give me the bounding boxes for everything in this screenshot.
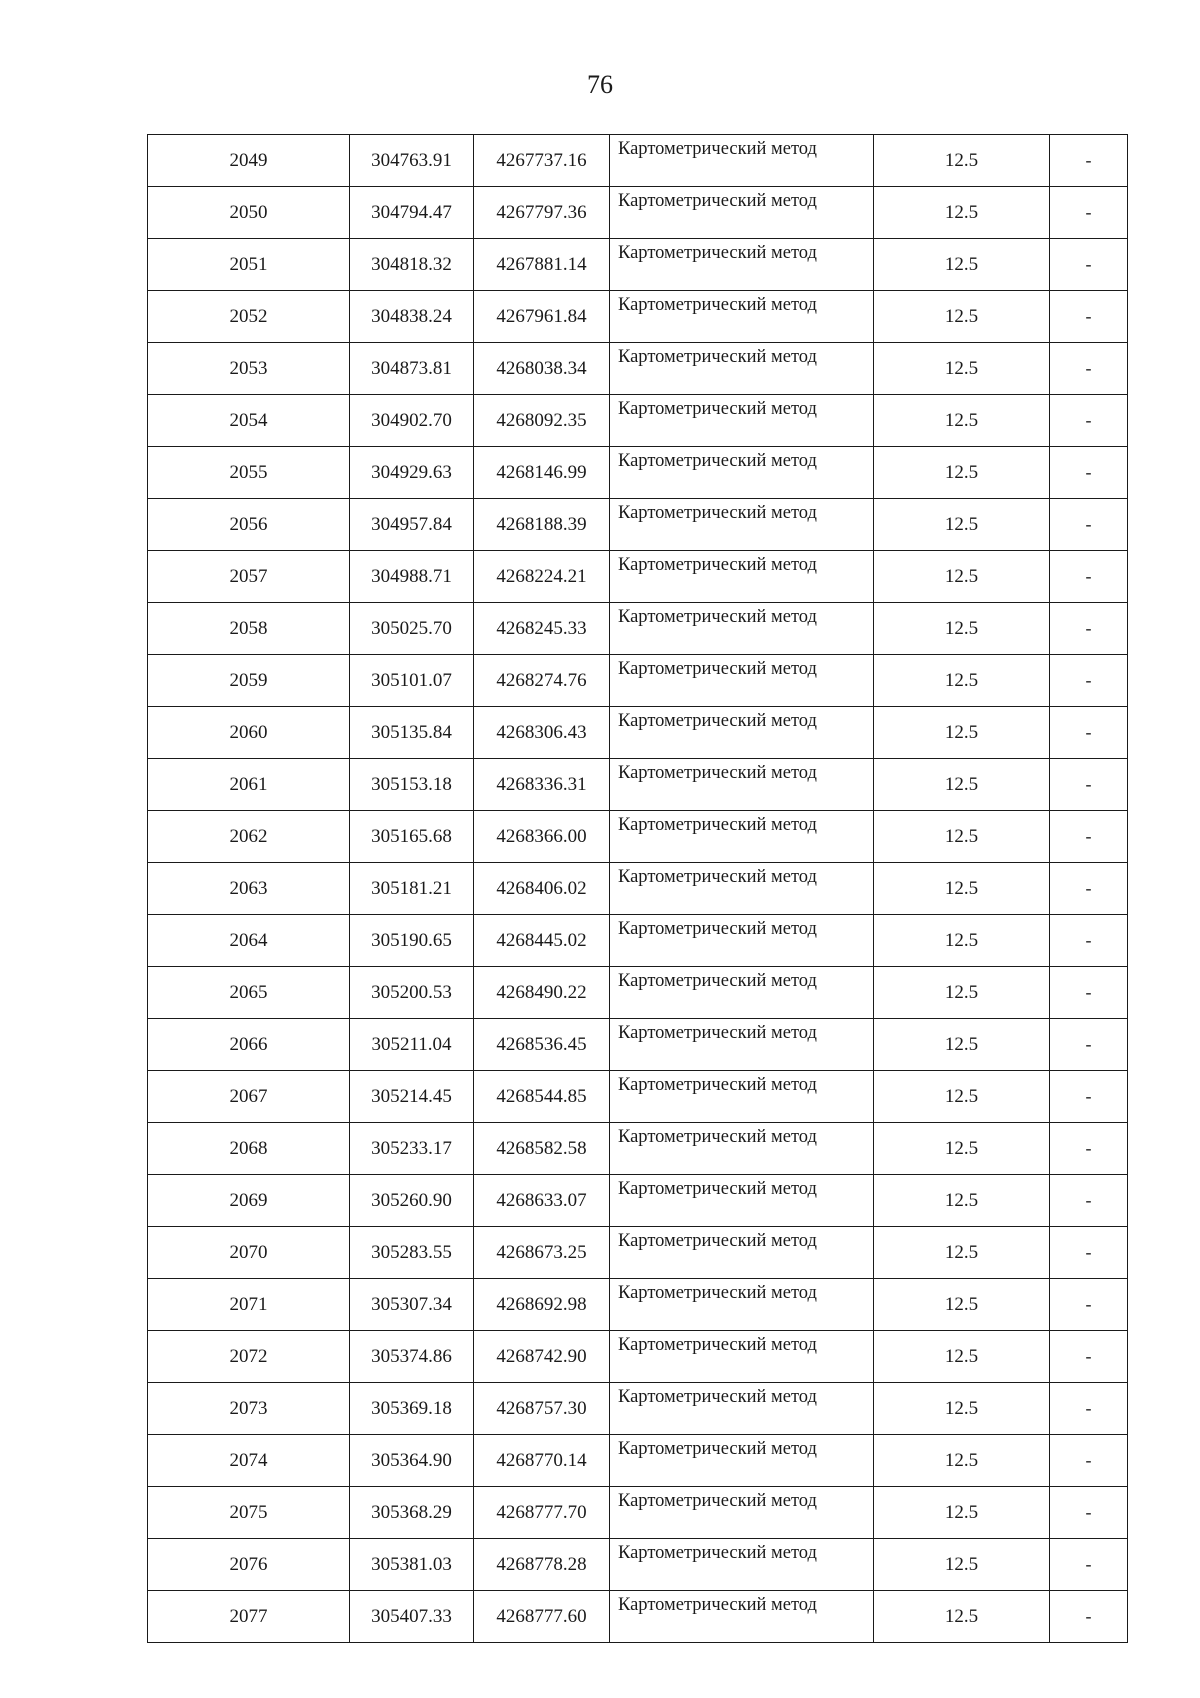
table-row [148, 1019, 1128, 1071]
x-coordinate-cell: 305214.45 [350, 1071, 474, 1123]
table-row [148, 1539, 1128, 1591]
x-coordinate-cell: 305101.07 [350, 655, 474, 707]
method-cell: Картометрический метод [610, 707, 874, 759]
point-number-cell: 2049 [148, 135, 350, 187]
y-coordinate-cell: 4268245.33 [474, 603, 610, 655]
table-row [148, 967, 1128, 1019]
point-number-cell: 2050 [148, 187, 350, 239]
y-coordinate-cell: 4268777.70 [474, 1487, 610, 1539]
method-cell: Картометрический метод [610, 1539, 874, 1591]
table-row [148, 863, 1128, 915]
table-row [148, 1383, 1128, 1435]
table-row [148, 1591, 1128, 1643]
x-coordinate-cell: 305190.65 [350, 915, 474, 967]
x-coordinate-cell: 305135.84 [350, 707, 474, 759]
point-number-cell: 2068 [148, 1123, 350, 1175]
note-cell: - [1050, 811, 1128, 863]
y-coordinate-cell: 4268757.30 [474, 1383, 610, 1435]
table-row [148, 603, 1128, 655]
point-number-cell: 2052 [148, 291, 350, 343]
table-row [148, 1279, 1128, 1331]
y-coordinate-cell: 4268038.34 [474, 343, 610, 395]
note-cell: - [1050, 1487, 1128, 1539]
note-cell: - [1050, 863, 1128, 915]
note-cell: - [1050, 1175, 1128, 1227]
method-cell: Картометрический метод [610, 863, 874, 915]
accuracy-cell: 12.5 [874, 1019, 1050, 1071]
table-row [148, 1175, 1128, 1227]
note-cell: - [1050, 499, 1128, 551]
note-cell: - [1050, 1279, 1128, 1331]
accuracy-cell: 12.5 [874, 967, 1050, 1019]
accuracy-cell: 12.5 [874, 1435, 1050, 1487]
x-coordinate-cell: 304794.47 [350, 187, 474, 239]
method-cell: Картометрический метод [610, 915, 874, 967]
y-coordinate-cell: 4268742.90 [474, 1331, 610, 1383]
page-number: 76 [587, 70, 613, 99]
accuracy-cell: 12.5 [874, 1331, 1050, 1383]
point-number-cell: 2054 [148, 395, 350, 447]
y-coordinate-cell: 4267961.84 [474, 291, 610, 343]
point-number-cell: 2076 [148, 1539, 350, 1591]
y-coordinate-cell: 4268406.02 [474, 863, 610, 915]
x-coordinate-cell: 304818.32 [350, 239, 474, 291]
table-row [148, 915, 1128, 967]
point-number-cell: 2067 [148, 1071, 350, 1123]
table-row [148, 499, 1128, 551]
point-number-cell: 2075 [148, 1487, 350, 1539]
x-coordinate-cell: 304988.71 [350, 551, 474, 603]
method-cell: Картометрический метод [610, 1487, 874, 1539]
table-row [148, 811, 1128, 863]
point-number-cell: 2056 [148, 499, 350, 551]
x-coordinate-cell: 305153.18 [350, 759, 474, 811]
y-coordinate-cell: 4267797.36 [474, 187, 610, 239]
x-coordinate-cell: 304929.63 [350, 447, 474, 499]
note-cell: - [1050, 1383, 1128, 1435]
method-cell: Картометрический метод [610, 395, 874, 447]
table-row [148, 1227, 1128, 1279]
x-coordinate-cell: 305381.03 [350, 1539, 474, 1591]
note-cell: - [1050, 239, 1128, 291]
note-cell: - [1050, 1123, 1128, 1175]
y-coordinate-cell: 4268224.21 [474, 551, 610, 603]
table-row [148, 707, 1128, 759]
method-cell: Картометрический метод [610, 135, 874, 187]
method-cell: Картометрический метод [610, 187, 874, 239]
note-cell: - [1050, 1227, 1128, 1279]
note-cell: - [1050, 135, 1128, 187]
x-coordinate-cell: 304957.84 [350, 499, 474, 551]
method-cell: Картометрический метод [610, 603, 874, 655]
method-cell: Картометрический метод [610, 1279, 874, 1331]
note-cell: - [1050, 1019, 1128, 1071]
accuracy-cell: 12.5 [874, 811, 1050, 863]
accuracy-cell: 12.5 [874, 603, 1050, 655]
point-number-cell: 2062 [148, 811, 350, 863]
note-cell: - [1050, 707, 1128, 759]
accuracy-cell: 12.5 [874, 1123, 1050, 1175]
y-coordinate-cell: 4268146.99 [474, 447, 610, 499]
table-row [148, 291, 1128, 343]
point-number-cell: 2051 [148, 239, 350, 291]
y-coordinate-cell: 4268692.98 [474, 1279, 610, 1331]
point-number-cell: 2065 [148, 967, 350, 1019]
method-cell: Картометрический метод [610, 655, 874, 707]
table-row [148, 1123, 1128, 1175]
table-row [148, 187, 1128, 239]
method-cell: Картометрический метод [610, 1175, 874, 1227]
note-cell: - [1050, 395, 1128, 447]
coordinates-table-body [148, 135, 1128, 1643]
note-cell: - [1050, 1591, 1128, 1643]
y-coordinate-cell: 4268778.28 [474, 1539, 610, 1591]
y-coordinate-cell: 4268092.35 [474, 395, 610, 447]
table-row [148, 759, 1128, 811]
table-row [148, 343, 1128, 395]
table-row [148, 239, 1128, 291]
point-number-cell: 2057 [148, 551, 350, 603]
method-cell: Картометрический метод [610, 811, 874, 863]
note-cell: - [1050, 291, 1128, 343]
method-cell: Картометрический метод [610, 1071, 874, 1123]
note-cell: - [1050, 655, 1128, 707]
note-cell: - [1050, 447, 1128, 499]
y-coordinate-cell: 4268633.07 [474, 1175, 610, 1227]
x-coordinate-cell: 305233.17 [350, 1123, 474, 1175]
y-coordinate-cell: 4267737.16 [474, 135, 610, 187]
note-cell: - [1050, 187, 1128, 239]
x-coordinate-cell: 305211.04 [350, 1019, 474, 1071]
accuracy-cell: 12.5 [874, 343, 1050, 395]
point-number-cell: 2058 [148, 603, 350, 655]
accuracy-cell: 12.5 [874, 1539, 1050, 1591]
accuracy-cell: 12.5 [874, 1071, 1050, 1123]
x-coordinate-cell: 305200.53 [350, 967, 474, 1019]
point-number-cell: 2053 [148, 343, 350, 395]
accuracy-cell: 12.5 [874, 447, 1050, 499]
point-number-cell: 2064 [148, 915, 350, 967]
y-coordinate-cell: 4268777.60 [474, 1591, 610, 1643]
point-number-cell: 2060 [148, 707, 350, 759]
y-coordinate-cell: 4268582.58 [474, 1123, 610, 1175]
note-cell: - [1050, 759, 1128, 811]
note-cell: - [1050, 1435, 1128, 1487]
table-row [148, 551, 1128, 603]
y-coordinate-cell: 4268336.31 [474, 759, 610, 811]
accuracy-cell: 12.5 [874, 915, 1050, 967]
accuracy-cell: 12.5 [874, 707, 1050, 759]
point-number-cell: 2072 [148, 1331, 350, 1383]
x-coordinate-cell: 305283.55 [350, 1227, 474, 1279]
method-cell: Картометрический метод [610, 1331, 874, 1383]
note-cell: - [1050, 1539, 1128, 1591]
note-cell: - [1050, 1331, 1128, 1383]
method-cell: Картометрический метод [610, 759, 874, 811]
method-cell: Картометрический метод [610, 447, 874, 499]
table-row [148, 1487, 1128, 1539]
y-coordinate-cell: 4268536.45 [474, 1019, 610, 1071]
y-coordinate-cell: 4268544.85 [474, 1071, 610, 1123]
method-cell: Картометрический метод [610, 291, 874, 343]
accuracy-cell: 12.5 [874, 863, 1050, 915]
point-number-cell: 2073 [148, 1383, 350, 1435]
point-number-cell: 2071 [148, 1279, 350, 1331]
x-coordinate-cell: 305407.33 [350, 1591, 474, 1643]
point-number-cell: 2074 [148, 1435, 350, 1487]
x-coordinate-cell: 305369.18 [350, 1383, 474, 1435]
point-number-cell: 2059 [148, 655, 350, 707]
point-number-cell: 2069 [148, 1175, 350, 1227]
y-coordinate-cell: 4268306.43 [474, 707, 610, 759]
accuracy-cell: 12.5 [874, 1591, 1050, 1643]
accuracy-cell: 12.5 [874, 1383, 1050, 1435]
accuracy-cell: 12.5 [874, 759, 1050, 811]
point-number-cell: 2063 [148, 863, 350, 915]
note-cell: - [1050, 1071, 1128, 1123]
accuracy-cell: 12.5 [874, 1227, 1050, 1279]
x-coordinate-cell: 305181.21 [350, 863, 474, 915]
table-row [148, 395, 1128, 447]
point-number-cell: 2070 [148, 1227, 350, 1279]
x-coordinate-cell: 304902.70 [350, 395, 474, 447]
method-cell: Картометрический метод [610, 1383, 874, 1435]
x-coordinate-cell: 305260.90 [350, 1175, 474, 1227]
x-coordinate-cell: 304873.81 [350, 343, 474, 395]
y-coordinate-cell: 4268274.76 [474, 655, 610, 707]
method-cell: Картометрический метод [610, 967, 874, 1019]
method-cell: Картометрический метод [610, 499, 874, 551]
table-row [148, 1435, 1128, 1487]
accuracy-cell: 12.5 [874, 499, 1050, 551]
y-coordinate-cell: 4268445.02 [474, 915, 610, 967]
accuracy-cell: 12.5 [874, 135, 1050, 187]
accuracy-cell: 12.5 [874, 1279, 1050, 1331]
y-coordinate-cell: 4267881.14 [474, 239, 610, 291]
x-coordinate-cell: 305025.70 [350, 603, 474, 655]
y-coordinate-cell: 4268770.14 [474, 1435, 610, 1487]
x-coordinate-cell: 304838.24 [350, 291, 474, 343]
accuracy-cell: 12.5 [874, 655, 1050, 707]
note-cell: - [1050, 343, 1128, 395]
method-cell: Картометрический метод [610, 239, 874, 291]
point-number-cell: 2061 [148, 759, 350, 811]
note-cell: - [1050, 603, 1128, 655]
accuracy-cell: 12.5 [874, 1175, 1050, 1227]
accuracy-cell: 12.5 [874, 551, 1050, 603]
y-coordinate-cell: 4268188.39 [474, 499, 610, 551]
x-coordinate-cell: 305165.68 [350, 811, 474, 863]
accuracy-cell: 12.5 [874, 239, 1050, 291]
method-cell: Картометрический метод [610, 1591, 874, 1643]
method-cell: Картометрический метод [610, 1435, 874, 1487]
y-coordinate-cell: 4268366.00 [474, 811, 610, 863]
x-coordinate-cell: 305364.90 [350, 1435, 474, 1487]
x-coordinate-cell: 304763.91 [350, 135, 474, 187]
point-number-cell: 2055 [148, 447, 350, 499]
method-cell: Картометрический метод [610, 343, 874, 395]
table-row [148, 655, 1128, 707]
coordinates-table [147, 134, 1128, 1643]
point-number-cell: 2066 [148, 1019, 350, 1071]
table-row [148, 135, 1128, 187]
point-number-cell: 2077 [148, 1591, 350, 1643]
table-row [148, 1071, 1128, 1123]
method-cell: Картометрический метод [610, 1123, 874, 1175]
table-row [148, 1331, 1128, 1383]
accuracy-cell: 12.5 [874, 395, 1050, 447]
y-coordinate-cell: 4268490.22 [474, 967, 610, 1019]
method-cell: Картометрический метод [610, 551, 874, 603]
x-coordinate-cell: 305374.86 [350, 1331, 474, 1383]
note-cell: - [1050, 551, 1128, 603]
note-cell: - [1050, 967, 1128, 1019]
note-cell: - [1050, 915, 1128, 967]
x-coordinate-cell: 305368.29 [350, 1487, 474, 1539]
method-cell: Картометрический метод [610, 1227, 874, 1279]
y-coordinate-cell: 4268673.25 [474, 1227, 610, 1279]
table-row [148, 447, 1128, 499]
method-cell: Картометрический метод [610, 1019, 874, 1071]
accuracy-cell: 12.5 [874, 187, 1050, 239]
accuracy-cell: 12.5 [874, 291, 1050, 343]
accuracy-cell: 12.5 [874, 1487, 1050, 1539]
x-coordinate-cell: 305307.34 [350, 1279, 474, 1331]
